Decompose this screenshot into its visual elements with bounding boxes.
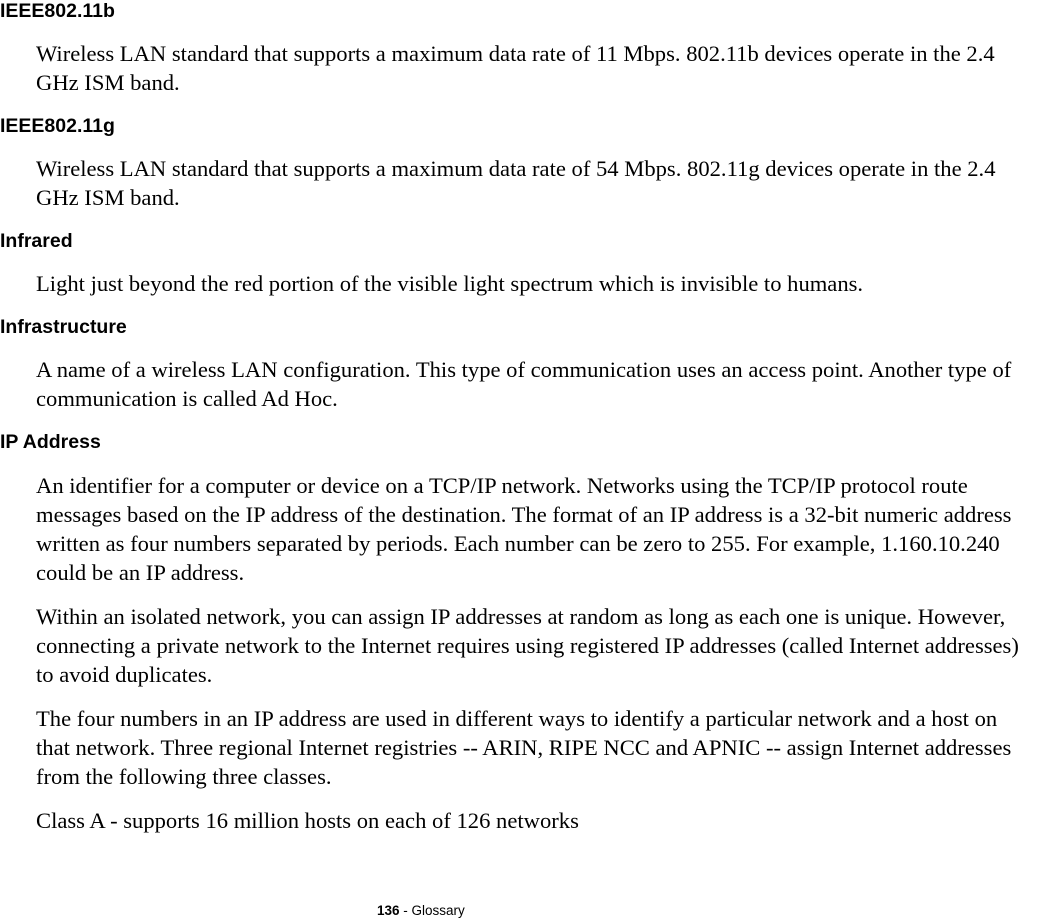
footer-section: Glossary [411,903,465,918]
term-definition: Light just beyond the red portion of the visible light spectrum which is invisible to humans. [36,271,864,296]
page-footer [377,903,465,919]
term-definition: Wireless LAN standard that supports a maximum data rate of 54 Mbps. 802.11g devices operate in the 2.4 GHz ISM band. [36,156,996,210]
footer-separator: - [399,903,412,918]
term-definition: Class A - supports 16 million hosts on each of 126 networks [36,808,579,833]
glossary-term: IP Address [0,431,101,453]
glossary-term: IEEE802.11g [0,115,115,137]
glossary-term: Infrared [0,230,73,252]
term-definition: A name of a wireless LAN configuration. This type of communication uses an access point. Another type of communication is called Ad Hoc. [36,357,1012,411]
glossary-term: Infrastructure [0,316,127,338]
page-number: 136 [377,903,400,918]
term-definition: An identifier for a computer or device on a TCP/IP network. Networks using the TCP/IP protocol route messages based on the IP address of the destination. The format of an IP address is a 32-bit numeric address written as four numbers separated by periods. Each number can be zero to 255. For example, 1.160.10.240 could be an IP address. [36,473,1012,585]
term-definition: Wireless LAN standard that supports a maximum data rate of 11 Mbps. 802.11b devices operate in the 2.4 GHz ISM band. [36,41,995,95]
term-definition: The four numbers in an IP address are used in different ways to identify a particular network and a host on that network. Three regional Internet registries -- ARIN, RIPE NCC and APNIC -- assign Internet addresses from the following three classes. [36,706,1012,789]
glossary-term: IEEE802.11b [0,0,115,22]
term-definition: Within an isolated network, you can assign IP addresses at random as long as each one is unique. However, connecting a private network to the Internet requires using registered IP addresses (called Internet addresses) to avoid duplicates. [36,604,1019,687]
